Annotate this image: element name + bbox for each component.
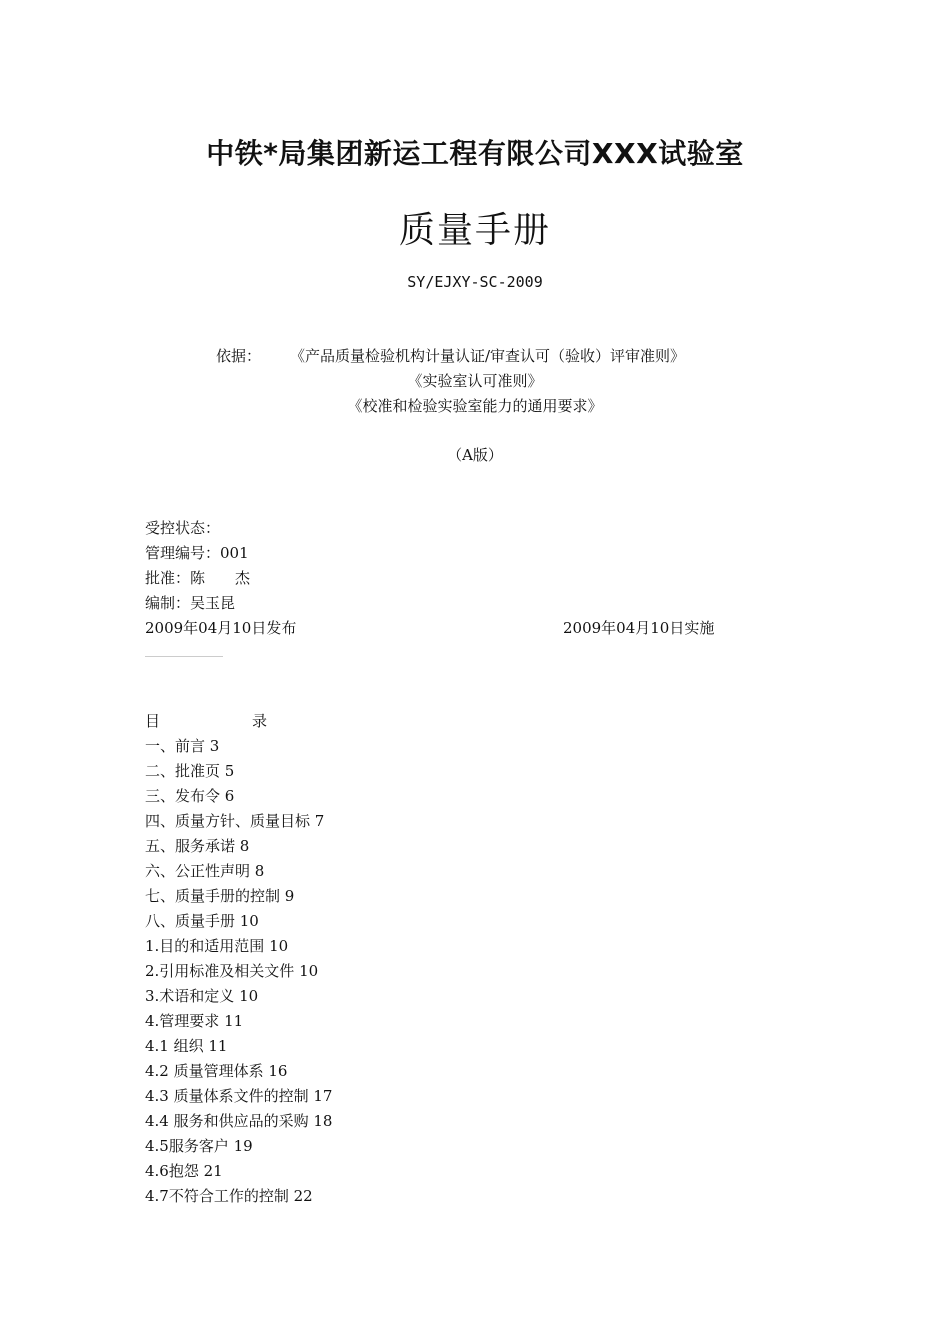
toc-entry: 3.术语和定义 10 [145, 987, 259, 1005]
management-number: 管理编号：001 [145, 544, 249, 562]
toc-entry: 八、质量手册 10 [145, 912, 259, 930]
toc-entry: 七、质量手册的控制 9 [145, 887, 295, 905]
toc-entry: 六、公正性声明 8 [145, 862, 265, 880]
toc-entry: 4.1 组织 11 [145, 1037, 228, 1055]
toc-list [145, 734, 332, 1209]
basis-standard-3: 《校准和检验实验室能力的通用要求》 [347, 397, 603, 415]
effective-date: 2009年04月10日实施 [563, 619, 715, 637]
divider [145, 656, 223, 657]
approved-by: 批准：陈 杰 [145, 569, 251, 587]
toc-heading-left: 目 [145, 712, 161, 730]
toc-entry: 4.2 质量管理体系 16 [145, 1062, 288, 1080]
compiled-by: 编制：吴玉昆 [145, 594, 236, 612]
toc-entry: 一、前言 3 [145, 737, 220, 755]
toc-entry: 4.3 质量体系文件的控制 17 [145, 1087, 333, 1105]
toc-entry: 五、服务承诺 8 [145, 837, 250, 855]
edition: （A版） [447, 446, 503, 464]
toc-entry: 4.6抱怨 21 [145, 1162, 223, 1180]
toc-entry: 4.7不符合工作的控制 22 [145, 1187, 313, 1205]
toc-entry: 4.管理要求 11 [145, 1012, 244, 1030]
document-title: 质量手册 [398, 210, 551, 251]
basis-standard-2: 《实验室认可准则》 [407, 372, 543, 390]
release-date: 2009年04月10日发布 [145, 619, 297, 637]
basis-standard-1: 《产品质量检验机构计量认证/审查认可（验收）评审准则》 [290, 347, 686, 365]
toc-entry: 4.5服务客户 19 [145, 1137, 253, 1155]
controlled-status: 受控状态： [145, 519, 221, 537]
company-name: 中铁*局集团新运工程有限公司XXX试验室 [206, 137, 744, 170]
toc-entry: 4.4 服务和供应品的采购 18 [145, 1112, 333, 1130]
toc-entry: 1.目的和适用范围 10 [145, 937, 289, 955]
basis-label: 依据： [216, 347, 262, 365]
toc-heading-right: 录 [252, 712, 268, 730]
toc-entry: 四、质量方针、质量目标 7 [145, 812, 325, 830]
toc-entry: 三、发布令 6 [145, 787, 235, 805]
toc-entry: 二、批准页 5 [145, 762, 235, 780]
document-number: SY/EJXY-SC-2009 [407, 273, 543, 291]
toc-heading [145, 709, 267, 734]
toc-entry: 2.引用标准及相关文件 10 [145, 962, 319, 980]
